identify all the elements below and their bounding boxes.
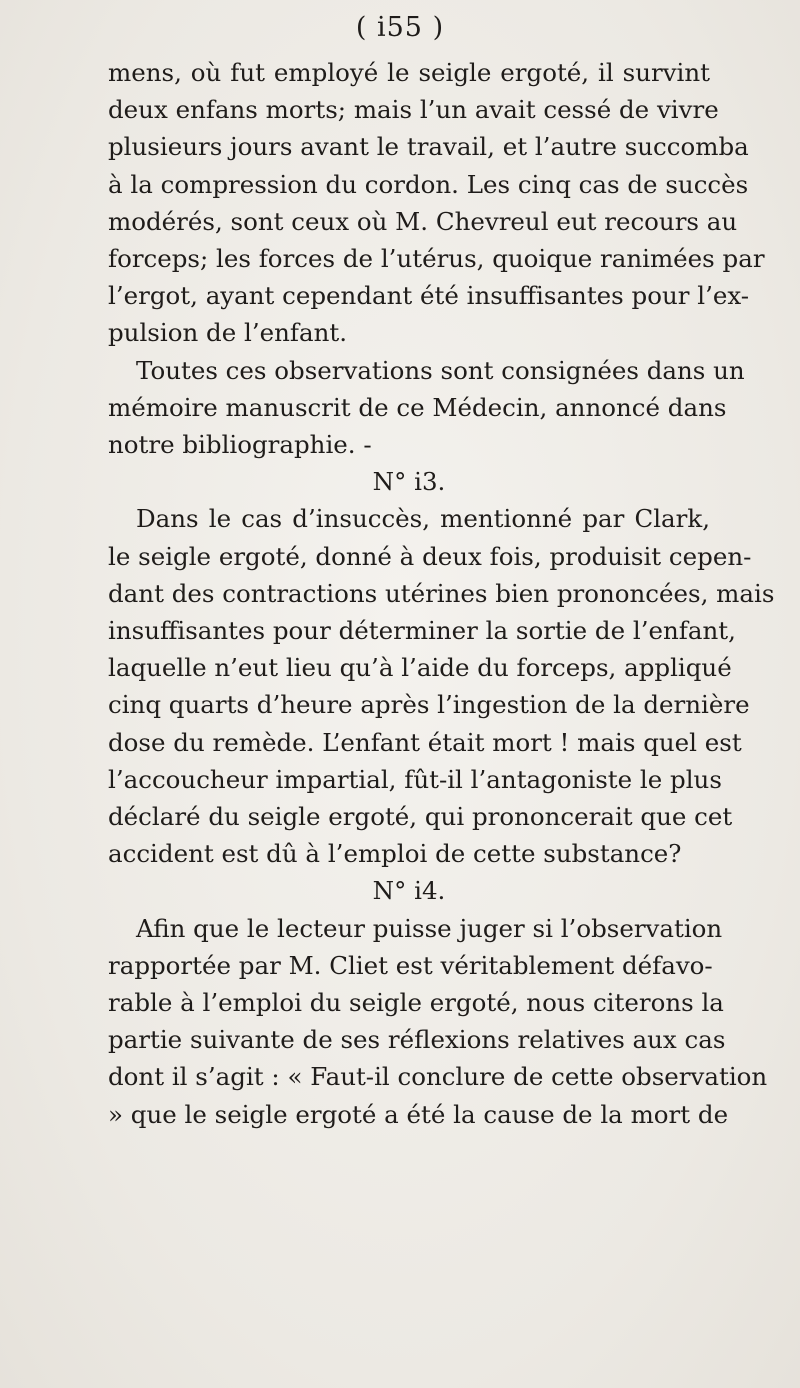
text-line: modérés, sont ceux où M. Chevreul eut recours au [108,206,738,236]
text-line: dant des contractions utérines bien prononcées, mais [108,578,775,608]
text-line: cinq quarts d’heure après l’ingestion de la dernière [108,690,750,720]
text-line: » que le seigle ergoté a été la cause de la mort de [108,1099,729,1129]
text-line: l’ergot, ayant cependant été insuffisantes pour l’ex- [108,281,750,311]
page-text [108,54,775,1133]
text-line: rapportée par M. Cliet est véritablement défavo- [108,950,713,980]
text-line: dose du remède. L’enfant était mort ! mais quel est [108,727,742,757]
paragraph [108,910,768,1133]
paragraph [108,500,775,872]
text-line: Afin que le lecteur puisse juger si l’observation [136,913,723,943]
paragraph-continuation [108,54,765,352]
text-line: Toutes ces observations sont consignées dans un [136,355,745,385]
text-line: déclaré du seigle ergoté, qui prononcerait que cet [108,802,733,832]
text-line: rable à l’emploi du seigle ergoté, nous citerons la [108,988,724,1018]
text-line: forceps; les forces de l’utérus, quoique ranimées par [108,244,765,274]
section-heading: N° i4. [372,876,446,906]
text-line: le seigle ergoté, donné à deux fois, produisit cepen- [108,541,752,571]
text-line: deux enfans morts; mais l’un avait cessé de vivre [108,95,719,125]
text-line: à la compression du cordon. Les cinq cas de succès [108,169,749,199]
paragraph [108,352,745,464]
section-heading: N° i3. [372,467,446,497]
text-line: dont il s’agit : « Faut-il conclure de cette observation [108,1062,768,1092]
page-number: ( i55 ) [355,12,445,43]
text-line: mémoire manuscrit de ce Médecin, annoncé dans [108,392,727,422]
text-line: accident est dû à l’emploi de cette substance? [108,839,682,869]
text-line: mens, où fut employé le seigle ergoté, il survint [108,58,710,87]
text-line: plusieurs jours avant le travail, et l’autre succomba [108,132,749,162]
text-line: l’accoucheur impartial, fût-il l’antagoniste le plus [108,764,722,794]
text-line: pulsion de l’enfant. [108,318,347,348]
text-line: insuffisantes pour déterminer la sortie de l’enfant, [108,616,736,646]
text-line: Dans le cas d’insuccès, mentionné par Clark, [136,504,710,534]
text-line: laquelle n’eut lieu qu’à l’aide du forceps, appliqué [108,653,732,683]
text-line: partie suivante de ses réflexions relatives aux cas [108,1025,726,1055]
text-line: notre bibliographie. - [108,430,372,460]
